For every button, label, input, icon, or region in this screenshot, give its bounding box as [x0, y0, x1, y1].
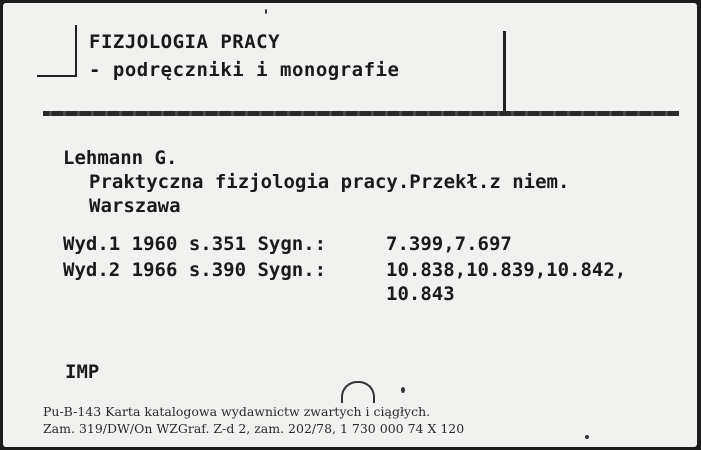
edition-2-signatures: 10.838,10.839,10.842,: [386, 259, 627, 281]
header-left-tick: [37, 75, 77, 77]
edition-1-info: Wyd.1 1960 s.351 Sygn.:: [63, 233, 327, 255]
edition-2-info: Wyd.2 1966 s.390 Sygn.:: [63, 259, 327, 281]
header-left-bracket: [75, 25, 77, 77]
ink-speck: [265, 9, 267, 14]
header-divider: [43, 111, 679, 116]
publication-place: Warszawa: [89, 195, 181, 217]
punch-hole-mark: [341, 381, 375, 403]
header-right-rule: [503, 31, 506, 111]
card-print-info: Zam. 319/DW/On WZGraf. Z-d 2, zam. 202/78, 1 730 000 74 X 120: [43, 421, 465, 436]
ink-speck: [401, 387, 405, 393]
edition-1-signatures: 7.399,7.697: [386, 233, 512, 255]
subject-heading: FIZJOLOGIA PRACY: [89, 31, 281, 53]
ink-speck: [585, 435, 589, 439]
card-form-info: Pu-B-143 Karta katalogowa wydawnictw zwartych i ciągłych.: [43, 404, 431, 419]
catalog-card: [3, 3, 697, 447]
edition-2-signatures-cont: 10.843: [386, 283, 455, 305]
subject-subheading: - podręczniki i monografie: [89, 59, 400, 81]
book-title: Praktyczna fizjologia pracy.Przekł.z niem.: [89, 171, 570, 193]
author: Lehmann G.: [63, 147, 178, 169]
imp-mark: IMP: [65, 361, 100, 383]
